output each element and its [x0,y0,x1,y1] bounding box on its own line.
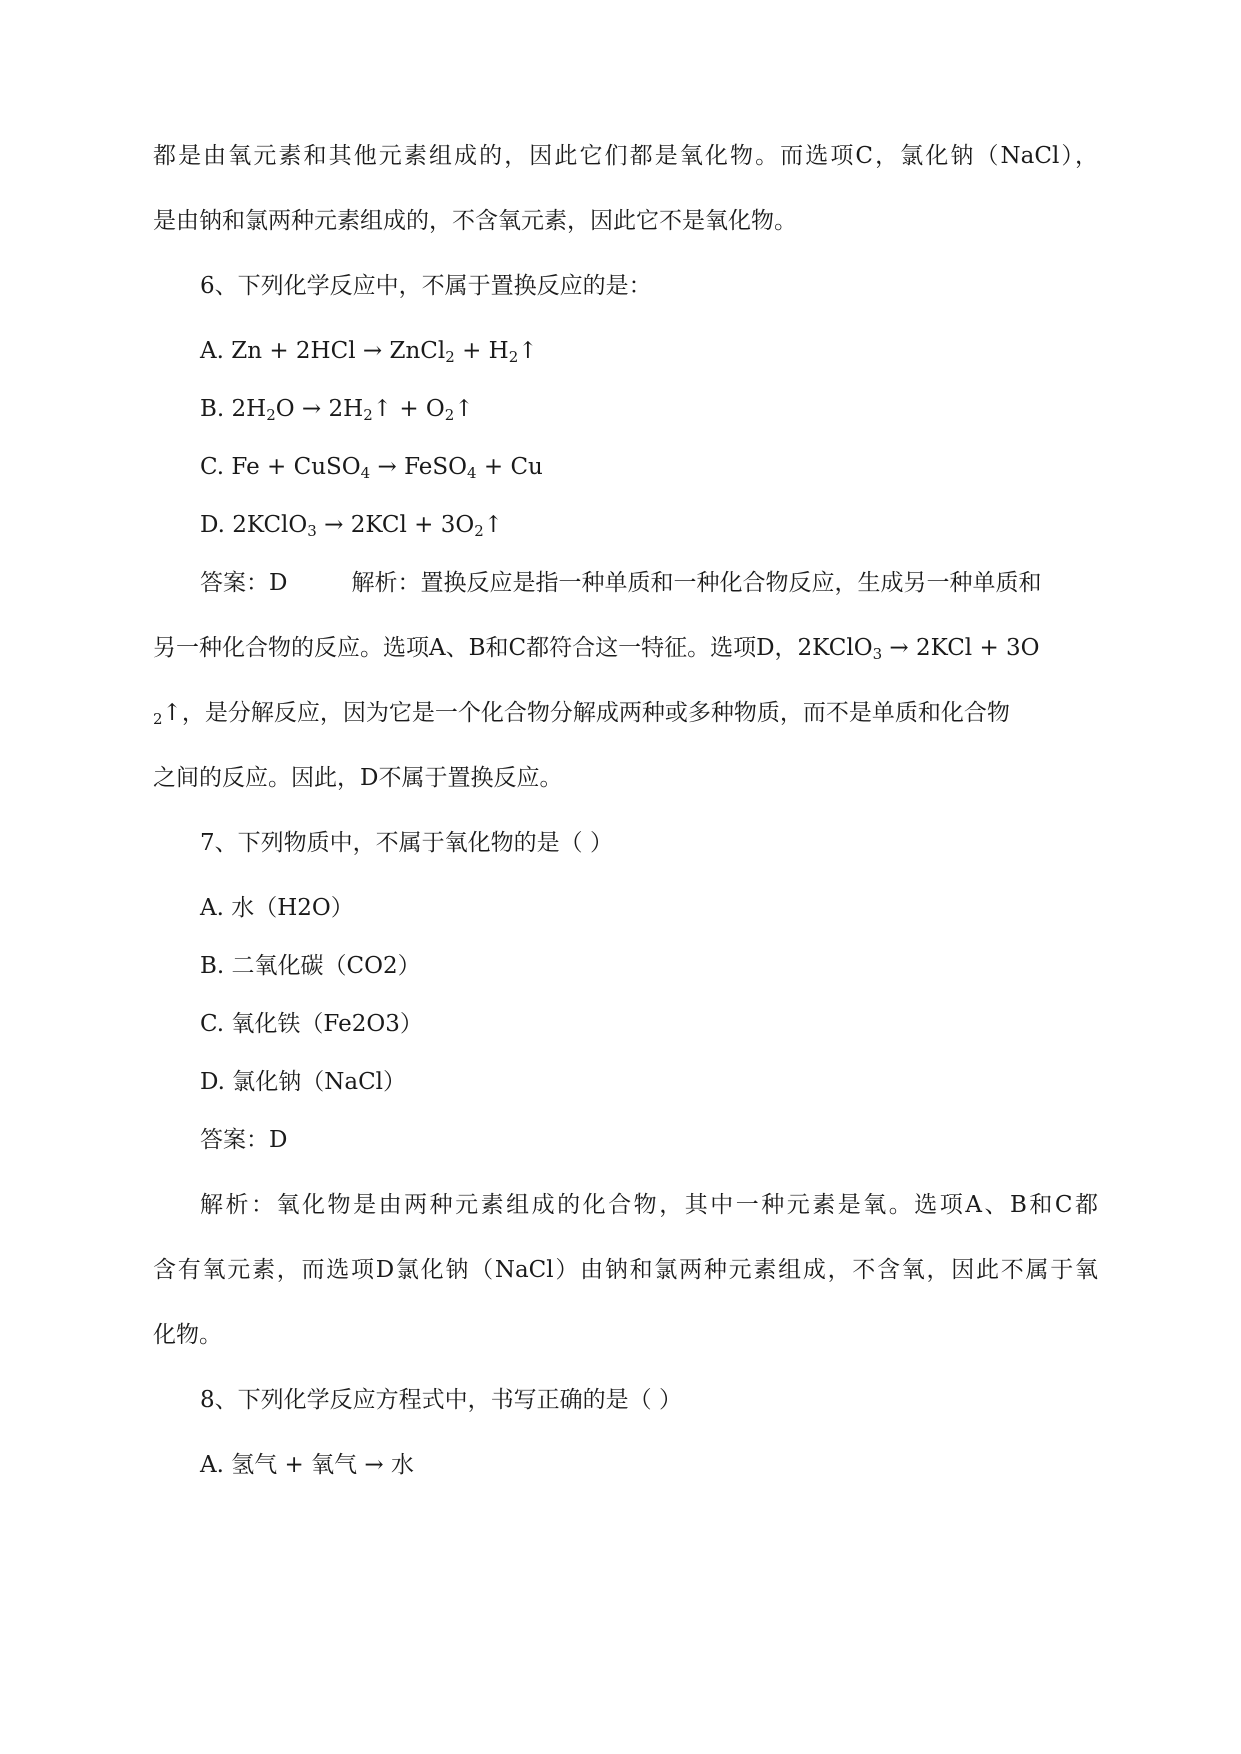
intro-line-2: 是由钠和氯两种元素组成的，不含氧元素，因此它不是氧化物。 [153,208,797,234]
question-7-option-d: D. 氯化钠（NaCl） [200,1069,407,1095]
question-6-answer-line [153,567,1098,599]
question-7-stem: 7、下列物质中，不属于氧化物的是（ ） [200,830,613,856]
question-6-option-c: C. Fe + CuSO$_4$ → FeSO$_4$ + Cu [200,454,543,482]
question-7-option-c: C. 氧化铁（Fe2O3） [200,1011,423,1037]
question-6-explanation-line-3: $_2$↑，是分解反应，因为它是一个化合物分解成两种或多种物质，而不是单质和化合物 [153,700,1010,728]
question-7-option-a: A. 水（H2O） [200,895,354,921]
question-7-explanation-line-2: 含有氧元素，而选项D氯化钠（NaCl）由钠和氯两种元素组成，不含氧，因此不属于氧 [153,1257,1098,1283]
question-6-answer: 答案：D [200,570,288,596]
document-page [153,140,1098,1514]
question-6-explanation-line-4: 之间的反应。因此，D不属于置换反应。 [153,765,563,791]
question-6-option-a: A. Zn + 2HCl → ZnCl$_2$ + $H_2↑$ [200,338,538,366]
question-6-explanation-start: 解析：置换反应是指一种单质和一种化合物反应，生成另一种单质和 [351,570,1042,596]
question-6-option-b: B. $2H_2O$ → $2H_2↑$ + $O_2↑$ [200,396,474,424]
question-7-explanation-line-3: 化物。 [153,1322,222,1348]
question-7-explanation-line-1: 解析：氧化物是由两种元素组成的化合物，其中一种元素是氧。选项A、B和C都 [200,1192,1098,1218]
intro-line-1: 都是由氧元素和其他元素组成的，因此它们都是氧化物。而选项C，氯化钠（NaCl）， [153,143,1098,169]
question-8-option-a: A. 氢气 + 氧气 → 水 [200,1452,415,1478]
question-7-answer: 答案：D [200,1127,288,1153]
question-6-option-d: D. 2KClO$_3$ → $2KCl + 3O_2↑$ [200,512,504,540]
question-6-stem: 6、下列化学反应中，不属于置换反应的是： [200,273,652,299]
question-7-option-b: B. 二氧化碳（CO2） [200,953,421,979]
question-8-stem: 8、下列化学反应方程式中，书写正确的是（ ） [200,1387,682,1413]
question-6-explanation-line-2: 另一种化合物的反应。选项A、B和C都符合这一特征。选项D，2KClO$_3$ → 2KCl + 3O [153,635,1040,663]
